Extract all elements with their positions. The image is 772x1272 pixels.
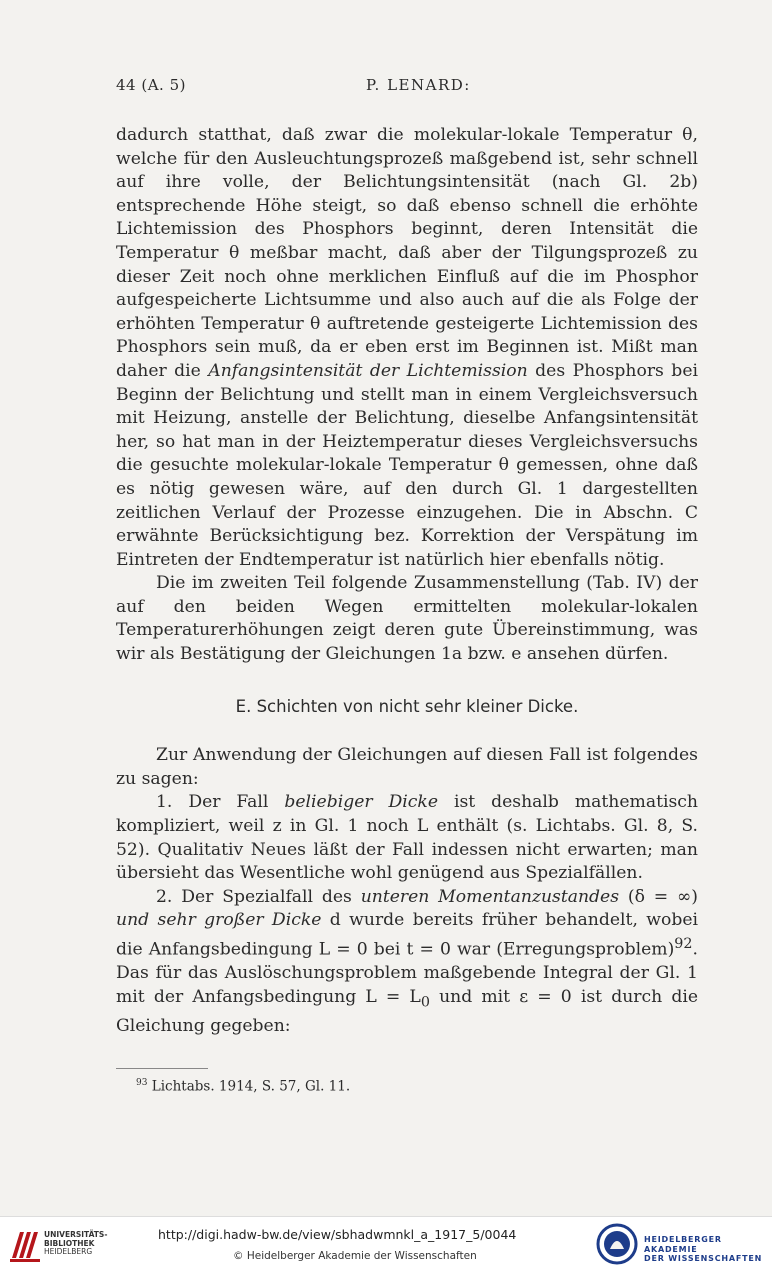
library-emblem-icon	[8, 1226, 42, 1266]
footnote-mark: 93	[136, 1078, 148, 1088]
emphasis: und sehr großer Dicke	[116, 910, 322, 931]
paragraph: 1. Der Fall beliebiger Dicke ist deshalb mathematisch kompliziert, weil z in Gl. 1 noch L enthält (s. Lichtabs. Gl. 8, S. 52). Qualitativ Neues läßt der Fall indessen nicht erwarten; man übersieht das Wesentliche wohl genügend aus Spezialfällen.	[116, 792, 698, 884]
footnote-ref[interactable]: 92	[674, 936, 693, 952]
paragraph: 2. Der Spezialfall des unteren Momentanzustandes (δ = ∞) und sehr großer Dicke d wurde bereits früher behandelt, wobei die Anfangsbedingung L = 0 bei t = 0 war (Erregungsproblem)$^{92}$. Das für das Auslöschungsproblem maßgebende Integral der Gl. 1 mit der Anfangsbedingung $L = L_0$ und mit ε = 0 ist durch die Gleichung gegeben:	[116, 886, 699, 1036]
university-library-name: UNIVERSITÄTS- BIBLIOTHEK HEIDELBERG	[44, 1230, 108, 1257]
running-author: P. LENARD:	[366, 76, 471, 94]
viewer-footer	[0, 1216, 772, 1272]
running-header	[116, 76, 698, 100]
footnote-separator	[116, 1068, 208, 1069]
paragraph: dadurch statthat, daß zwar die molekular-lokale Temperatur θ, welche für den Ausleuchtungsprozeß maßgebend ist, sehr schnell auf ihre volle, der Belichtungsintensität (nach Gl. 2b) entsprechende Höhe steigt, so daß ebenso schnell die erhöhte Lichtemission des Phosphors beginnt, deren Intensität die Temperatur θ meßbar macht, daß aber der Tilgungsprozeß zu dieser Zeit noch ohne merklichen Einfluß auf die im Phosphor aufgespeicherte Lichtsumme und also auch auf die als Folge der erhöhten Temperatur θ auftretende gesteigerte Lichtemission des Phosphors sein muß, da er eben erst im Beginnen ist. Mißt man daher die Anfangsintensität der Lichtemission des Phosphors bei Beginn der Belichtung und stellt man in einem Vergleichsversuch mit Heizung, anstelle der Belichtung, dieselbe Anfangsintensität her, so hat man in der Heiztemperatur dieses Vergleichsversuchs die gesuchte molekular-lokale Temperatur θ gemessen, ohne daß es nötig gewesen wäre, auf den durch Gl. 1 dargestellten zeitlichen Verlauf der Prozesse einzugehen. Die in Abschn. C erwähnte Berücksichtigung bez. Korrektion der Verspätung im Eintreten der Endtemperatur ist natürlich hier ebenfalls nötig.	[116, 125, 698, 570]
copyright-notice: © Heidelberger Akademie der Wissenschaften	[233, 1250, 477, 1262]
academy-name: HEIDELBERGER AKADEMIE DER WISSENSCHAFTEN	[644, 1235, 763, 1263]
emphasis: beliebiger Dicke	[284, 792, 439, 813]
emphasis: Anfangsintensität der Lichtemission	[208, 360, 528, 381]
emphasis: unteren Momentanzustandes	[360, 886, 620, 907]
academy-logo[interactable]	[596, 1223, 638, 1265]
permalink-url[interactable]: http://digi.hadw-bw.de/view/sbhadwmnkl_a_1917_5/0044	[158, 1227, 517, 1242]
section-heading: E. Schichten von nicht sehr kleiner Dicke.	[235, 696, 579, 716]
footnote-text: Lichtabs. 1914, S. 57, Gl. 11.	[151, 1078, 351, 1095]
footnote	[136, 1078, 350, 1095]
paragraph: Die im zweiten Teil folgende Zusammenstellung (Tab. IV) der auf den beiden Wegen ermittelten molekular-lokalen Temperaturerhöhungen zeigt deren gute Übereinstimmung, was wir als Bestätigung der Gleichungen 1a bzw. e ansehen dürfen.	[116, 573, 698, 665]
academy-seal-icon	[596, 1223, 638, 1265]
body-text	[116, 124, 698, 1039]
paragraph: Zur Anwendung der Gleichungen auf diesen Fall ist folgendes zu sagen:	[116, 745, 698, 789]
page-number: 44 (A. 5)	[116, 76, 186, 94]
